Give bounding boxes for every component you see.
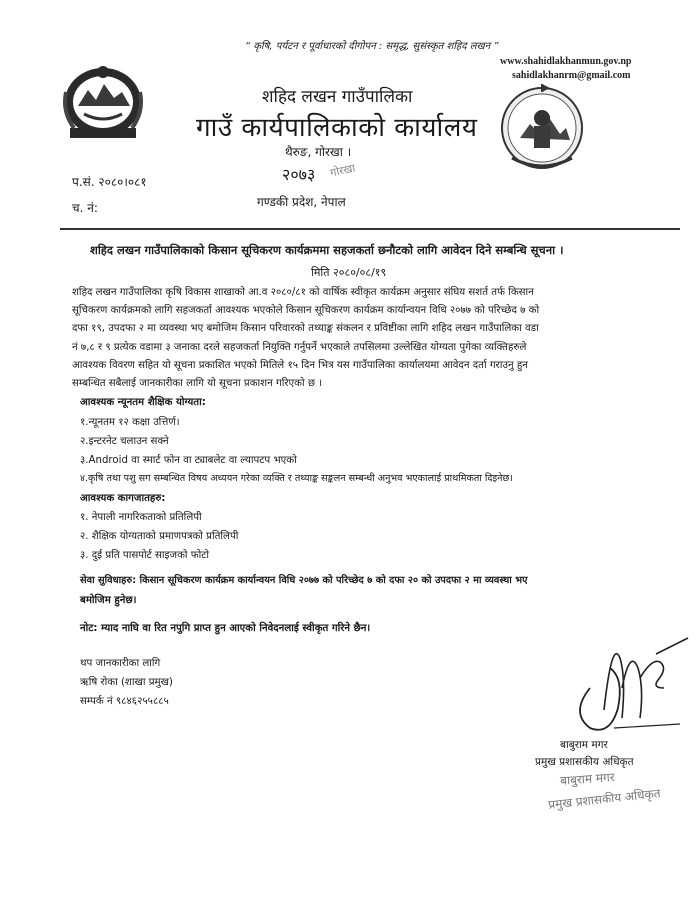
qualification-item: ३.Android वा स्मार्ट फोन वा ट्याबलेट वा ल्यापटप भएको <box>80 455 297 466</box>
established-year: २०७३ <box>282 165 316 184</box>
header-divider <box>60 228 680 230</box>
qualification-item: १.न्यूनतम १२ कक्षा उत्तिर्ण। <box>80 417 180 428</box>
qualification-heading: आवश्यक न्यूनतम शैक्षिक योग्यता: <box>80 397 206 408</box>
body-line: दफा १९, उपदफा २ मा व्यवस्था भए बमोजिम किसान परिवारको तथ्याङ्क संकलन र प्रविष्टीका लागि शहिद लखन गाउँपालिका वडा <box>72 323 539 335</box>
qualification-item: २.इन्टरनेट चलाउन सक्ने <box>80 436 169 447</box>
document-item: २. शैक्षिक योग्यताको प्रमाणपत्रको प्रतिलिपी <box>80 531 239 542</box>
note-text: नोट: म्याद नाघि वा रित नपुगि प्राप्त हुन आएको निवेदनलाई स्वीकृत गरिने छैन। <box>80 623 371 634</box>
notice-heading: शहिद लखन गाउँपालिकाको किसान सूचिकरण कार्यक्रममा सहजकर्ता छनौटको लागि आवेदन दिने सम्बन्धि सूचना । <box>90 243 564 257</box>
body-line: शहिद लखन गाउँपालिका कृषि विकास शाखाको आ.व २०८०/८१ को वार्षिक स्वीकृत कार्यक्रम अनुसार संघिय सशर्त तर्फ किसान <box>72 287 534 298</box>
municipality-logo-icon <box>498 84 586 176</box>
office-address: थैरुङ, गोरखा । <box>285 145 352 159</box>
body-line: आवश्यक विवरण सहित यो सूचना प्रकाशित भएको मितिले १५ दिन भित्र यस गाउँपालिका कार्यालयमा आवेदन दर्ता गराउनु हुन <box>72 359 528 371</box>
dispatch-number: च. नं: <box>72 201 98 215</box>
body-line: नं ७,८ र ९ प्रत्येक वडामा ३ जनाका दरले सहजकर्ता नियुक्ति गर्नुपर्ने भएकाले तपसिलमा उल्लेखित योग्यता पुगेका व्यक्तिहरुले <box>72 341 527 353</box>
nepal-emblem-icon <box>60 62 146 144</box>
municipality-name: शहिद लखन गाउँपालिका <box>262 87 413 107</box>
signature-stamp-title: प्रमुख प्रशासकीय अधिकृत <box>547 786 662 812</box>
body-line: सूचिकरण कार्यक्रमको लागि सहजकर्ता आवश्यक भएकोले किसान सूचिकरण कार्यक्रम कार्यान्वयन विधि २०७७ को परिच्छेद ७ को <box>72 305 540 317</box>
reference-number: प.सं. २०८०।०८१ <box>72 175 147 189</box>
contact-phone: सम्पर्क नं ९८४६२५५८८५ <box>80 696 169 707</box>
facility-text-cont: बमोजिम हुनेछ। <box>80 595 137 606</box>
province-name: गण्डकी प्रदेश, नेपाल <box>257 195 346 209</box>
notice-body <box>72 284 666 393</box>
email-link[interactable]: sahidlakhanrm@gmail.com <box>512 70 631 81</box>
contact-name: ऋषि रोका (शाखा प्रमुख) <box>80 677 173 688</box>
motto: “ कृषि, पर्यटन र पूर्वाधारको दीगोपन : समृद्ध, सुसंस्कृत शहिद लखन ” <box>245 41 499 52</box>
notice-date: मिति २०८०/०८/१९ <box>311 266 387 279</box>
body-line: सम्बन्धित सबैलाई जानकारीका लागि यो सूचना प्रकाशन गरिएको छ । <box>72 378 323 390</box>
document-item: १. नेपाली नागरिकताको प्रतिलिपी <box>80 512 202 523</box>
handwritten-signature-icon <box>560 618 690 738</box>
address-stamp: गोरखा <box>328 161 357 180</box>
document-item: ३. दुई प्रति पासपोर्ट साइजको फोटो <box>80 550 210 561</box>
signatory-title: प्रमुख प्रशासकीय अधिकृत <box>535 756 634 768</box>
documents-heading: आवश्यक कागजातहरु: <box>80 493 166 504</box>
contact-label: थप जानकारीका लागि <box>80 658 161 669</box>
office-name: गाउँ कार्यपालिकाको कार्यालय <box>196 113 478 143</box>
qualification-item: ४.कृषि तथा पशु सग सम्बन्धित विषय अध्ययन गरेका व्यक्ति र तथ्याङ्क सङ्कलन सम्बन्धी अनुभव भएकालाई प्राथमिकता दिइनेछ। <box>80 473 513 484</box>
signature-stamp-name: बाबुराम मगर <box>559 770 616 788</box>
website-link[interactable]: www.shahidlakhanmun.gov.np <box>500 56 632 67</box>
facility-text: सेवा सुविधाहरु: किसान सूचिकरण कार्यक्रम कार्यान्वयन विधि २०७७ को परिच्छेद ७ को दफा २० को उपदफा २ मा व्यवस्था भए <box>80 575 528 586</box>
signatory-name: बाबुराम मगर <box>560 739 608 751</box>
